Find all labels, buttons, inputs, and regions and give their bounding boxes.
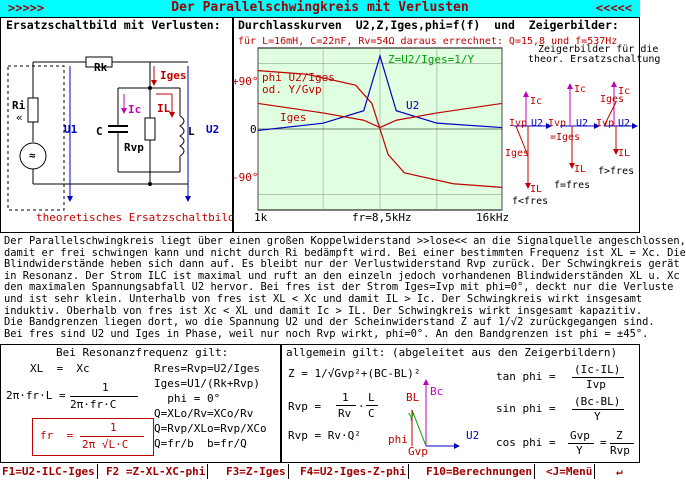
phasor-gvp: Gvp (408, 445, 428, 458)
eq-rvp1-mid: · (358, 400, 365, 413)
function-key-bar (0, 462, 640, 481)
cos-left: cos phi = (496, 436, 556, 449)
title-bar (0, 0, 640, 18)
curves-params: für L=16mH, C=22nF, Rv=54Ω daraus errechnet: Q=15,8 und f=537Hz (238, 36, 618, 47)
explanation-line: damit er frei schwingen kann und nicht durch Ri bedämpft wird. Bei einer bestimmten Frequenz ist XL = Xc. Die (4, 246, 686, 259)
phasor-b-il: IL (574, 164, 587, 175)
explanation-line: und ist sehr klein. Unterhalb von fres ist XL < Xc und damit IL > Ic. Der Schwingkreis wirkt insgesamt (4, 292, 643, 305)
general-heading: allgemein gilt: (abgeleitet aus den Zeigerbildern) (286, 346, 618, 359)
phasor-a-il: IL (530, 184, 543, 195)
phasor-a-ic: Ic (530, 96, 543, 107)
eq2-fraction-bar (70, 396, 138, 397)
sin-num: (Bc-BL) (574, 395, 621, 408)
tick-zero: 0 (250, 123, 257, 136)
legend-iges: Iges (280, 111, 307, 124)
f10-button[interactable]: F10=Berechnungen (424, 464, 535, 479)
sin-left: sin phi = (496, 402, 556, 415)
phasor-a-u2: U2 (531, 118, 544, 129)
cos-den: Y (576, 444, 583, 457)
explanation-text (4, 235, 686, 340)
legend-phi: phi U2/Iges (262, 71, 335, 84)
resonance-heading: Bei Resonanzfrequenz gilt: (56, 346, 229, 359)
cos-den2: Rvp (610, 444, 630, 457)
phasor-c-iges: Iges (600, 94, 625, 105)
phasor-b-u2: U2 (576, 118, 589, 129)
phasor-c-u2: U2 (618, 118, 631, 129)
eq2-num: 1 (102, 381, 109, 394)
phasor-a-cond: f<fres (512, 196, 549, 207)
tick-x-right: 16kHz (476, 211, 510, 224)
explanation-line: Der Parallelschwingkreis liegt über einen großen Koppelwiderstand >>lose<< an die Signalquelle angeschlossen, (4, 235, 686, 247)
phasor-a-ivp: Ivp (509, 118, 528, 129)
fr-num: 1 (110, 421, 117, 434)
phasor-title-2: theor. Ersatzschaltung (528, 54, 661, 65)
eq-rvp1-num2: L (368, 391, 375, 404)
f2-button[interactable]: F2 =Z-XL-XC-phi (104, 464, 208, 479)
enter-icon[interactable]: ↵ (616, 465, 623, 478)
eq-rvp1-left: Rvp = (288, 400, 322, 413)
explanation-line: induktiv. Oberhalb von fres ist Xc < XL und damit Ic > IL. Der Schwingkreis wirkt insgesamt kapazitiv. (4, 304, 643, 317)
phasor-bc: Bc (430, 385, 444, 398)
curves-heading: Durchlasskurven U2,Z,Iges,phi=f(f) und Zeigerbilder: (238, 18, 619, 32)
label-ri-symbol: « (16, 111, 23, 124)
res-line-5: Q=Rvp/XLo=Rvp/XCo (154, 422, 267, 435)
f1-button[interactable]: F1=U2-ILC-Iges (0, 464, 98, 479)
res-line-6: Q=fr/b b=fr/Q (154, 437, 247, 450)
eq-rvp1-den2: C (368, 407, 375, 420)
label-l: L (188, 125, 195, 138)
tan-num: (Ic-IL) (574, 363, 621, 376)
phasor-c-il: IL (618, 148, 631, 159)
phasor-c-cond: f>fres (598, 166, 635, 177)
eq-rvp1-bar (336, 405, 356, 406)
eq-rvp1-den: Rv (338, 407, 352, 420)
phasor-b-iges: =Iges (550, 132, 581, 143)
res-line-1: Rres=Rvp=U2/Iges (154, 362, 260, 375)
legend-z: Z=U2/Iges=1/Y (388, 53, 475, 66)
res-line-2: Iges=U1/(Rk+Rvp) (154, 377, 260, 390)
tan-den: Ivp (586, 378, 606, 391)
circuit-footer: theoretisches Ersatzschaltbild (36, 211, 235, 224)
label-u1: U1 (64, 123, 78, 136)
legend-phi2: od. Y/Gvp (262, 83, 322, 96)
tick-x-mid: fr=8,5kHz (352, 211, 412, 224)
cos-eq: = (600, 436, 607, 449)
phasor-title-1: Zeigerbilder für die (538, 44, 659, 55)
phasor-phi: phi (388, 433, 408, 446)
explanation-line: in Resonanz. Der Strom ILC ist maximal und ruft an den einzeln jedoch vorhandenen Blindwiderständen XL u. Xc (4, 269, 680, 282)
label-u2: U2 (206, 123, 220, 136)
f4-button[interactable]: F4=U2-Iges-Z-phi (298, 464, 409, 479)
label-rk: Rk (94, 61, 108, 74)
phasor-b-ivp: Ivp (548, 118, 567, 129)
eq-rvp2: Rvp = Rv·Q² (288, 429, 361, 442)
f3-button[interactable]: F3=Z-Iges (224, 464, 289, 479)
res-line-3: phi = 0° (154, 392, 221, 405)
label-ic: Ic (128, 103, 142, 116)
phasor-bl: BL (406, 391, 420, 404)
label-il: IL (157, 102, 171, 115)
circuit-diagram (0, 32, 232, 230)
label-source-symbol: ≈ (29, 149, 36, 162)
label-rvp: Rvp (124, 141, 144, 154)
eq-rvp1-bar2 (366, 405, 378, 406)
eq-xl-xc: XL = Xc (30, 362, 90, 375)
tick-p90: +90° (232, 75, 259, 88)
phasor-b-cond: f=fres (554, 180, 591, 191)
phasor-b-ic: Ic (574, 84, 587, 95)
cos-num: Gvp (570, 429, 590, 442)
phasor-c-ic: Ic (618, 86, 631, 97)
fr-den: 2π √L·C (82, 438, 129, 451)
phasor-y: Y (408, 411, 415, 424)
fr-left: fr = (40, 429, 74, 442)
sin-den: Y (594, 410, 601, 423)
phasor-c-ivp: Ivp (596, 118, 615, 129)
explanation-line: Die Bandgrenzen liegen dort, wo die Spannung U2 und der Scheinwiderstand Z auf 1/√2 zurückgegangen sind. (4, 316, 655, 329)
phasor-u2: U2 (466, 429, 480, 442)
tick-x-left: 1k (254, 211, 268, 224)
fr-fraction-bar (80, 436, 144, 437)
explanation-line: den maximalen Spannungsabfall U2 hervor. Bei fres ist der Strom Iges=Ivp mit phi=0°, deckt nur die Verluste (4, 281, 674, 294)
res-line-4: Q=XLo/Rv=XCo/Rv (154, 407, 254, 420)
cos-num2: Z (616, 429, 623, 442)
title-arrows-left: >>>>> (8, 1, 45, 15)
explanation-line: Blindwiderstände heben sich dann auf. Es bleibt nur der Verlustwiderstand Rvp zurück. Der Schwingkreis gerät (4, 258, 680, 271)
eq-z: Z = 1/√Gvp²+(BC-BL)² (288, 367, 421, 380)
label-iges: Iges (160, 69, 187, 82)
legend-u2: U2 (406, 99, 420, 112)
phasor-a-iges: Iges (505, 148, 530, 159)
circuit-heading: Ersatzschaltbild mit Verlusten: (6, 18, 221, 32)
eq2-left: 2π·fr·L = (6, 389, 66, 402)
menu-button[interactable]: <J=Menü (544, 464, 595, 479)
page-title: Der Parallelschwingkreis mit Verlusten (171, 0, 469, 15)
eq2-den: 2π·fr·C (70, 398, 117, 411)
tan-left: tan phi = (496, 370, 556, 383)
label-c: C (96, 125, 103, 138)
eq-rvp1-num: 1 (342, 391, 349, 404)
tick-m90: -90° (232, 171, 259, 184)
explanation-line: Bei fres sind U2 und Iges in Phase, weil nur noch Rvp wirkt, phi=0°. An den Bandgrenzen ist phi = ±45°. (4, 327, 649, 340)
title-arrows-right: <<<<< (595, 1, 632, 15)
label-ri: Ri (12, 99, 26, 112)
